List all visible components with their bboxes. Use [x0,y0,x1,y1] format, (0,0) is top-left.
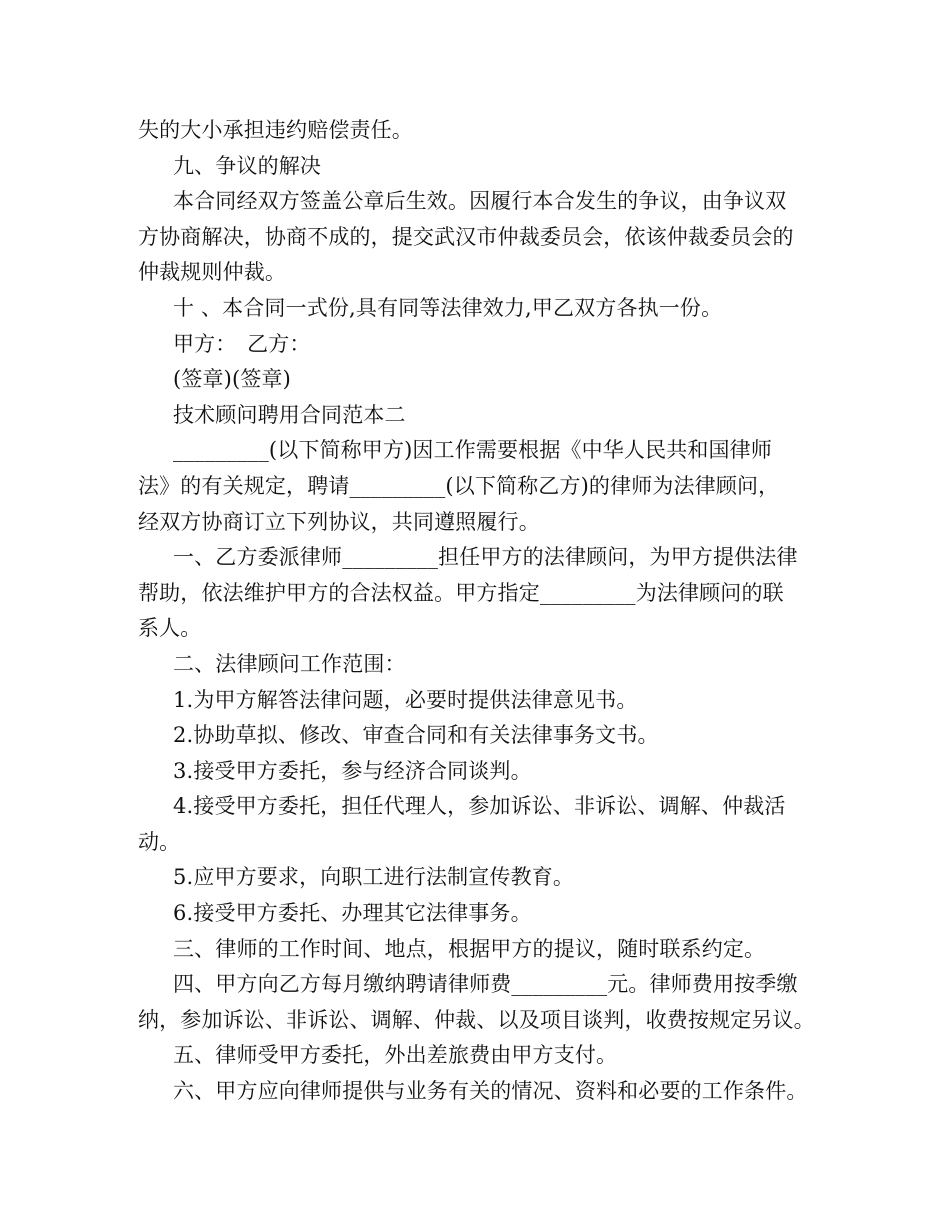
document-line: 十 、本合同一式份,具有同等法律效力,甲乙双方各执一份。 [173,295,723,320]
document-line: 本合同经双方签盖公章后生效。因履行本合发生的争议，由争议双 [173,189,787,214]
document-line: 1.为甲方解答法律问题，必要时提供法律意见书。 [173,687,638,712]
document-line: 纳，参加诉讼、非诉讼、调解、仲裁、以及项目谈判，收费按规定另议。 [138,1007,815,1032]
document-line: 5.应甲方要求，向职工进行法制宣传教育。 [173,865,575,890]
document-line: 动。 [138,829,181,854]
document-line: 4.接受甲方委托，担任代理人，参加诉讼、非诉讼、调解、仲裁活 [173,794,786,819]
document-line: 技术顾问聘用合同范本二 [173,402,406,427]
document-line: 经双方协商订立下列协议，共同遵照履行。 [138,509,540,534]
document-line: 九、争议的解决 [173,153,322,178]
document-line: 方协商解决，协商不成的，提交武汉市仲裁委员会，依该仲裁委员会的 [138,224,794,249]
document-line: 三、律师的工作时间、地点，根据甲方的提议，随时联系约定。 [173,936,766,961]
document-line: 6.接受甲方委托、办理其它法律事务。 [173,901,532,926]
document-line: 一、乙方委派律师_________担任甲方的法律顾问，为甲方提供法律 [173,545,798,570]
document-line: 法》的有关规定，聘请_________(以下简称乙方)的律师为法律顾问， [138,473,780,498]
document-line: 仲裁规则仲裁。 [138,260,287,285]
document-line: 3.接受甲方委托，参与经济合同谈判。 [173,758,532,783]
document-line: 二、法律顾问工作范围： [173,651,406,676]
document-line: 五、律师受甲方委托，外出差旅费由甲方支付。 [173,1043,618,1068]
document-line: 六、甲方应向律师提供与业务有关的情况、资料和必要的工作条件。 [173,1079,808,1104]
document-body [138,113,828,1110]
document-line: 四、甲方向乙方每月缴纳聘请律师费_________元。律师费用按季缴 [173,972,798,997]
document-line: 失的大小承担违约赔偿责任。 [138,118,413,142]
document-line: 甲方： 乙方： [173,331,311,356]
document-line: _________(以下简称甲方)因工作需要根据《中华人民共和国律师 [173,438,772,463]
document-line: (签章)(签章) [173,367,291,392]
document-line: 帮助，依法维护甲方的合法权益。甲方指定_________为法律顾问的联 [138,580,784,605]
document-line: 2.协助草拟、修改、审查合同和有关法律事务文书。 [173,723,659,748]
document-line: 系人。 [138,616,202,641]
